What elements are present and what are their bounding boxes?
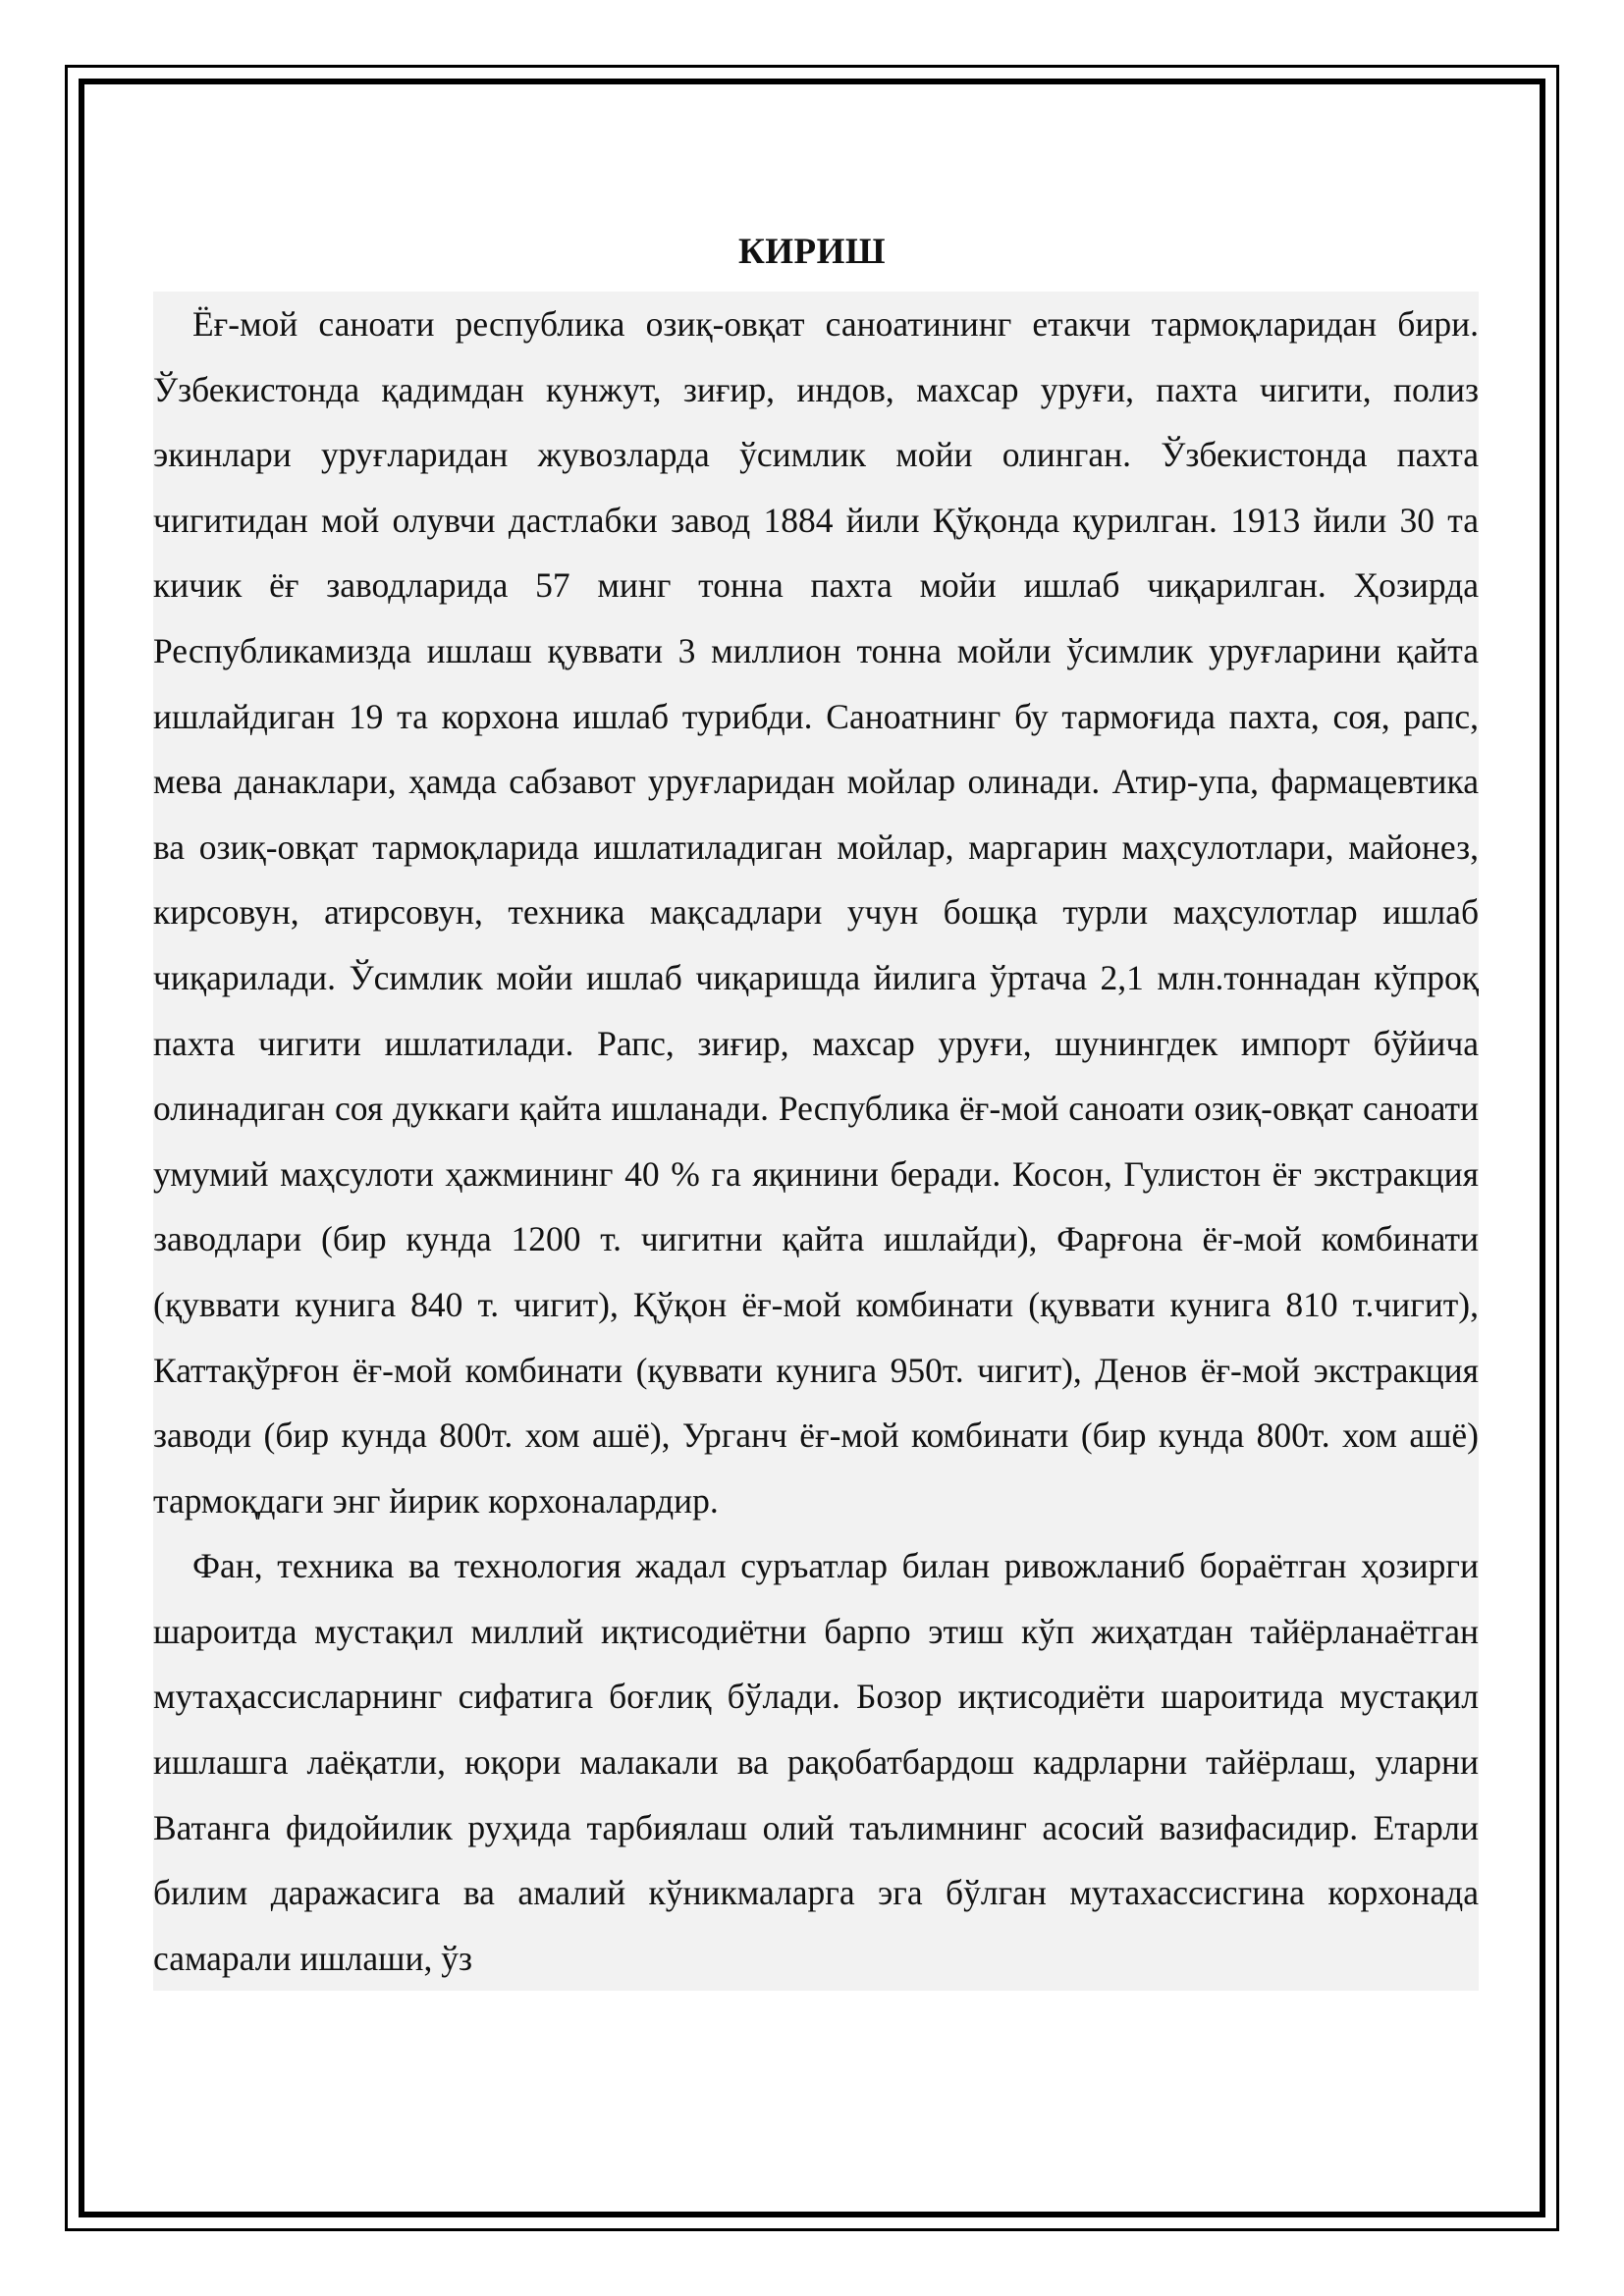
document-body bbox=[153, 292, 1479, 1991]
page-title: КИРИШ bbox=[737, 232, 887, 272]
paragraph-1: Ёғ-мой саноати республика озиқ-овқат саноатининг етакчи тармоқларидан бири. Ўзбекистонда қадимдан кунжут, зиғир, индов, махсар уруғи, пахта чигити, полиз экинлари уруғларидан жувозларда ўсимлик мойи олинган. Ўзбекистонда пахта чигитидан мой олувчи дастлабки завод 1884 йили Қўқонда қурилган. 1913 йили 30 та кичик ёғ заводларида 57 минг тонна пахта мойи ишлаб чиқарилган. Ҳозирда Республикамизда ишлаш қуввати 3 миллион тонна мойли ўсимлик уруғларини қайта ишлайдиган 19 та корхона ишлаб турибди. Саноатнинг бу тармоғида пахта, соя, рапс, мева данаклари, ҳамда сабзавот уруғларидан мойлар олинади. Атир-упа, фармацевтика ва озиқ-овқат тармоқларида ишлатиладиган мойлар, маргарин маҳсулотлари, майонез, кирсовун, атирсовун, техника мақсадлари учун бошқа турли маҳсулотлар ишлаб чиқарилади. Ўсимлик мойи ишлаб чиқаришда йилига ўртача 2,1 млн.тоннадан кўпроқ пахта чигити ишлатилади. Рапс, зиғир, махсар уруғи, шунингдек импорт бўйича олинадиган соя дуккаги қайта ишланади. Республика ёғ-мой саноати озиқ-овқат саноати умумий маҳсулоти ҳажмининг 40 % га яқинини беради. Косон, Гулистон ёғ экстракция заводлари (бир кунда 1200 т. чигитни қайта ишлайди), Фарғона ёғ-мой комбинати (қуввати кунига 840 т. чигит), Қўқон ёғ-мой комбинати (қуввати кунига 810 т.чигит), Каттақўрғон ёғ-мой комбинати (қуввати кунига 950т. чигит), Денов ёғ-мой экстракция заводи (бир кунда 800т. хом ашё), Урганч ёғ-мой комбинати (бир кунда 800т. хом ашё) тармоқдаги энг йирик корхоналардир. bbox=[153, 292, 1479, 1533]
paragraph-2: Фан, техника ва технология жадал суръатлар билан ривожланиб бораётган ҳозирги шароитда мустақил миллий иқтисодиётни барпо этиш кўп жиҳатдан тайёрланаётган мутаҳассисларнинг сифатига боғлиқ бўлади. Бозор иқтисодиёти шароитида мустақил ишлашга лаёқатли, юқори малакали ва рақобатбардош кадрларни тайёрлаш, уларни Ватанга фидойилик руҳида тарбиялаш олий таълимнинг асосий вазифасидир. Етарли билим даражасига ва амалий кўникмаларга эга бўлган мутахассисгина корхонада самарали ишлаши, ўз bbox=[153, 1533, 1479, 1991]
